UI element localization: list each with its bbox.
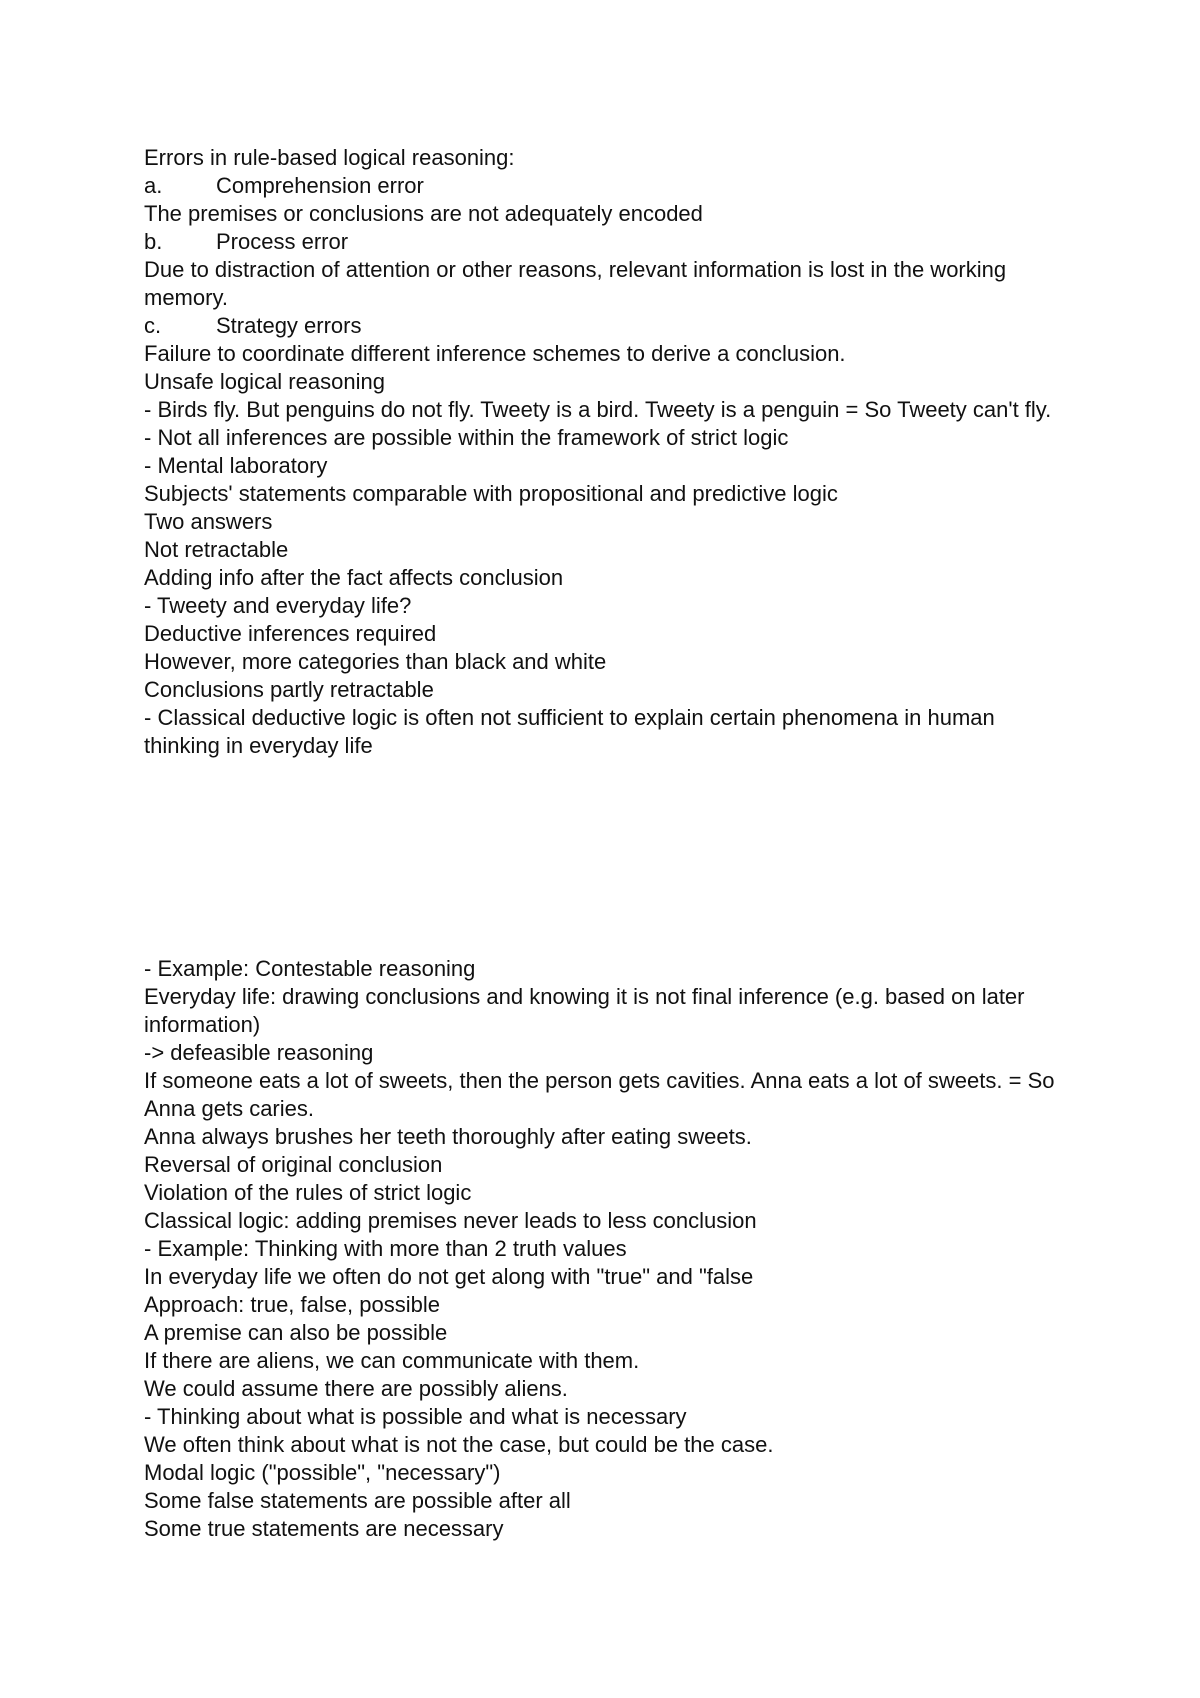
text-line: Some false statements are possible after all [144, 1488, 571, 1513]
text-line: Two answers [144, 509, 273, 534]
text-line: Conclusions partly retractable [144, 677, 434, 702]
list-marker: b. [144, 229, 163, 254]
text-line: Approach: true, false, possible [144, 1292, 440, 1317]
text-line: Failure to coordinate different inference schemes to derive a conclusion. [144, 341, 846, 366]
text-line: Reversal of original conclusion [144, 1152, 443, 1177]
text-line: If there are aliens, we can communicate with them. [144, 1348, 640, 1373]
section-heading: Errors in rule-based logical reasoning: [144, 145, 515, 170]
section-errors-reasoning [144, 144, 1074, 760]
text-line: Deductive inferences required [144, 621, 437, 646]
text-line: However, more categories than black and white [144, 649, 607, 674]
text-line: We could assume there are possibly aliens. [144, 1376, 568, 1401]
text-line: If someone eats a lot of sweets, then the person gets cavities. Anna eats a lot of sweets. = So Anna gets caries. [144, 1068, 1055, 1121]
text-line: Due to distraction of attention or other reasons, relevant information is lost in the working memory. [144, 257, 1007, 310]
text-line: Modal logic ("possible", "necessary") [144, 1460, 501, 1485]
text-line: - Not all inferences are possible within the framework of strict logic [144, 425, 789, 450]
text-line: - Example: Thinking with more than 2 truth values [144, 1236, 627, 1261]
text-line: We often think about what is not the case, but could be the case. [144, 1432, 774, 1457]
text-line: Anna always brushes her teeth thoroughly after eating sweets. [144, 1124, 752, 1149]
text-line: In everyday life we often do not get along with "true" and "false [144, 1264, 754, 1289]
text-line: The premises or conclusions are not adequately encoded [144, 201, 703, 226]
text-line: Classical logic: adding premises never leads to less conclusion [144, 1208, 757, 1233]
section-everyday-reasoning [144, 955, 1074, 1543]
text-line: Unsafe logical reasoning [144, 369, 385, 394]
text-line: - Classical deductive logic is often not sufficient to explain certain phenomena in human thinking in everyday life [144, 705, 995, 758]
list-item-b [144, 228, 1074, 256]
text-line: - Thinking about what is possible and what is necessary [144, 1404, 687, 1429]
text-line: Not retractable [144, 537, 289, 562]
text-line: Some true statements are necessary [144, 1516, 504, 1541]
list-item-label: Strategy errors [216, 313, 362, 338]
text-line: - Mental laboratory [144, 453, 328, 478]
text-line: - Birds fly. But penguins do not fly. Tweety is a bird. Tweety is a penguin = So Tweety can't fly. [144, 397, 1052, 422]
text-line: - Example: Contestable reasoning [144, 956, 476, 981]
list-item-c [144, 312, 1074, 340]
text-line: Subjects' statements comparable with propositional and predictive logic [144, 481, 838, 506]
text-line: Adding info after the fact affects conclusion [144, 565, 564, 590]
text-line: Everyday life: drawing conclusions and knowing it is not final inference (e.g. based on later information) [144, 984, 1025, 1037]
list-item-a [144, 172, 1074, 200]
list-item-label: Process error [216, 229, 349, 254]
text-line: -> defeasible reasoning [144, 1040, 374, 1065]
text-line: Violation of the rules of strict logic [144, 1180, 472, 1205]
list-marker: a. [144, 173, 163, 198]
list-item-label: Comprehension error [216, 173, 424, 198]
text-line: - Tweety and everyday life? [144, 593, 412, 618]
text-line: A premise can also be possible [144, 1320, 448, 1345]
list-marker: c. [144, 313, 162, 338]
